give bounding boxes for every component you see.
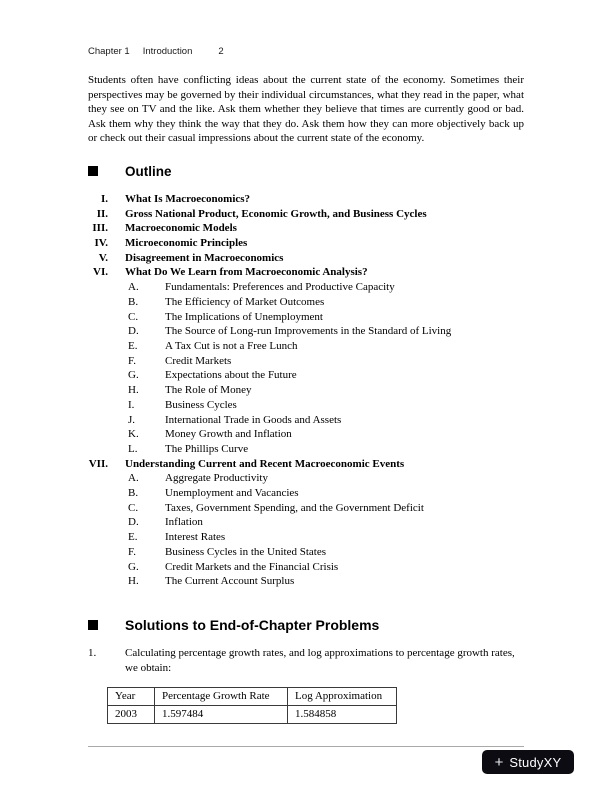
outline-num: IV.	[94, 237, 108, 250]
outline-label: Expectations about the Future	[165, 369, 297, 382]
outline-item	[88, 560, 524, 575]
outline-num: C.	[128, 501, 139, 514]
outline-item	[88, 339, 524, 354]
table-cell: 1.597484	[155, 706, 288, 724]
outline-label: The Efficiency of Market Outcomes	[165, 295, 325, 308]
outline-item	[88, 471, 524, 486]
outline-item	[88, 574, 524, 589]
outline-item	[88, 280, 524, 295]
outline-label: Understanding Current and Recent Macroeconomic Events	[125, 457, 405, 470]
outline-label: Money Growth and Inflation	[165, 428, 292, 441]
outline-label: Credit Markets	[165, 354, 232, 367]
outline-num: I.	[128, 398, 135, 411]
outline-label: Unemployment and Vacancies	[165, 487, 299, 500]
outline-num: F.	[128, 545, 136, 558]
outline-label: Gross National Product, Economic Growth, and Business Cycles	[125, 207, 427, 220]
outline-item	[88, 265, 524, 280]
outline-label: Business Cycles in the United States	[165, 545, 327, 558]
outline-item	[88, 295, 524, 310]
outline-num: G.	[128, 560, 139, 573]
outline-num: K.	[128, 428, 139, 441]
outline-label: Disagreement in Macroeconomics	[125, 251, 284, 264]
outline-label: The Current Account Surplus	[165, 575, 295, 588]
table-cell: 2003	[108, 706, 155, 724]
outline-num: L.	[128, 442, 138, 455]
outline-item	[88, 354, 524, 369]
outline-label: Macroeconomic Models	[125, 222, 237, 235]
outline-label: What Do We Learn from Macroeconomic Analysis?	[125, 266, 368, 279]
outline-item	[88, 368, 524, 383]
growth-table	[107, 687, 397, 724]
outline-item	[88, 383, 524, 398]
outline-item	[88, 442, 524, 457]
outline-item	[88, 486, 524, 501]
outline-label: Microeconomic Principles	[125, 237, 248, 250]
outline-label: The Role of Money	[165, 384, 252, 397]
outline-num: G.	[128, 369, 139, 382]
outline-item	[88, 236, 524, 251]
table-row	[108, 706, 397, 724]
outline-label: Taxes, Government Spending, and the Government Deficit	[165, 501, 424, 514]
table-cell: 1.584858	[288, 706, 397, 724]
square-bullet-icon	[88, 166, 98, 176]
outline-heading-label: Outline	[125, 163, 172, 179]
table-header-cell: Percentage Growth Rate	[155, 688, 288, 706]
outline-num: B.	[128, 487, 139, 500]
plus-icon: +	[494, 753, 504, 771]
outline-item	[88, 310, 524, 325]
outline-num: E.	[128, 531, 138, 544]
outline-label: Credit Markets and the Financial Crisis	[165, 560, 339, 573]
page-number: 2	[218, 46, 224, 57]
outline-num: D.	[128, 325, 139, 338]
table-header-cell: Year	[108, 688, 155, 706]
outline-item	[88, 398, 524, 413]
outline-label: Fundamentals: Preferences and Productive Capacity	[165, 281, 395, 294]
square-bullet-icon	[88, 620, 98, 630]
studyxy-logo	[482, 750, 574, 774]
outline-num: VII.	[88, 457, 108, 470]
outline-num: B.	[128, 295, 139, 308]
running-header	[88, 46, 524, 57]
outline-num: A.	[128, 281, 139, 294]
table-header-cell: Log Approximation	[288, 688, 397, 706]
outline-label: A Tax Cut is not a Free Lunch	[165, 340, 298, 352]
solutions-heading-label: Solutions to End-of-Chapter Problems	[125, 616, 380, 633]
outline-item	[88, 251, 524, 266]
outline-item	[88, 515, 524, 530]
outline-item	[88, 530, 524, 545]
outline-num: D.	[128, 516, 139, 529]
outline-num: V.	[98, 251, 108, 264]
outline-heading	[88, 164, 524, 179]
problem-item	[88, 646, 524, 675]
outline-item	[88, 192, 524, 207]
outline-num: E.	[128, 340, 138, 352]
solutions-heading	[88, 617, 524, 633]
outline-num: II.	[96, 207, 108, 220]
chapter-label: Chapter 1	[88, 46, 130, 57]
outline-item	[88, 324, 524, 339]
outline-num: III.	[92, 222, 108, 235]
outline-num: H.	[128, 575, 139, 588]
outline-list	[88, 192, 524, 589]
outline-num: A.	[128, 472, 139, 485]
outline-num: I.	[100, 192, 108, 205]
footer-divider	[88, 746, 524, 747]
outline-item	[88, 413, 524, 428]
problem-number: 1.	[88, 646, 97, 659]
table-header-row	[108, 688, 397, 706]
outline-label: The Phillips Curve	[165, 442, 249, 455]
outline-item	[88, 427, 524, 442]
outline-num: F.	[128, 354, 136, 367]
outline-item	[88, 207, 524, 222]
outline-item	[88, 457, 524, 472]
outline-num: H.	[128, 384, 139, 397]
outline-label: The Source of Long-run Improvements in the Standard of Living	[165, 325, 452, 338]
outline-label: International Trade in Goods and Assets	[165, 413, 342, 426]
intro-paragraph: Students often have conflicting ideas about the current state of the economy. Sometimes their perspectives may be governed by their individual circumstances, what they read in the paper, what they see on TV and the like. Ask them whether they believe that times are currently good or bad. Ask them why they think the way that they do. Ask them how they can more objectively back up or check out their casual impressions about the current state of the economy.	[88, 74, 524, 145]
outline-num: C.	[128, 310, 139, 323]
outline-label: What Is Macroeconomics?	[125, 192, 251, 205]
problem-text: Calculating percentage growth rates, and log approximations to percentage growth rates, we obtain:	[125, 646, 515, 674]
chapter-title: Introduction	[142, 46, 193, 57]
outline-item	[88, 501, 524, 516]
outline-item	[88, 221, 524, 236]
outline-label: Inflation	[165, 516, 203, 529]
outline-label: Aggregate Productivity	[165, 472, 268, 485]
outline-item	[88, 545, 524, 560]
outline-label: Business Cycles	[165, 398, 237, 411]
logo-text: StudyXY	[509, 754, 562, 770]
table-body	[108, 706, 397, 724]
outline-num: VI.	[93, 266, 108, 279]
outline-label: Interest Rates	[165, 531, 226, 544]
outline-num: J.	[128, 413, 136, 426]
outline-label: The Implications of Unemployment	[165, 310, 323, 323]
